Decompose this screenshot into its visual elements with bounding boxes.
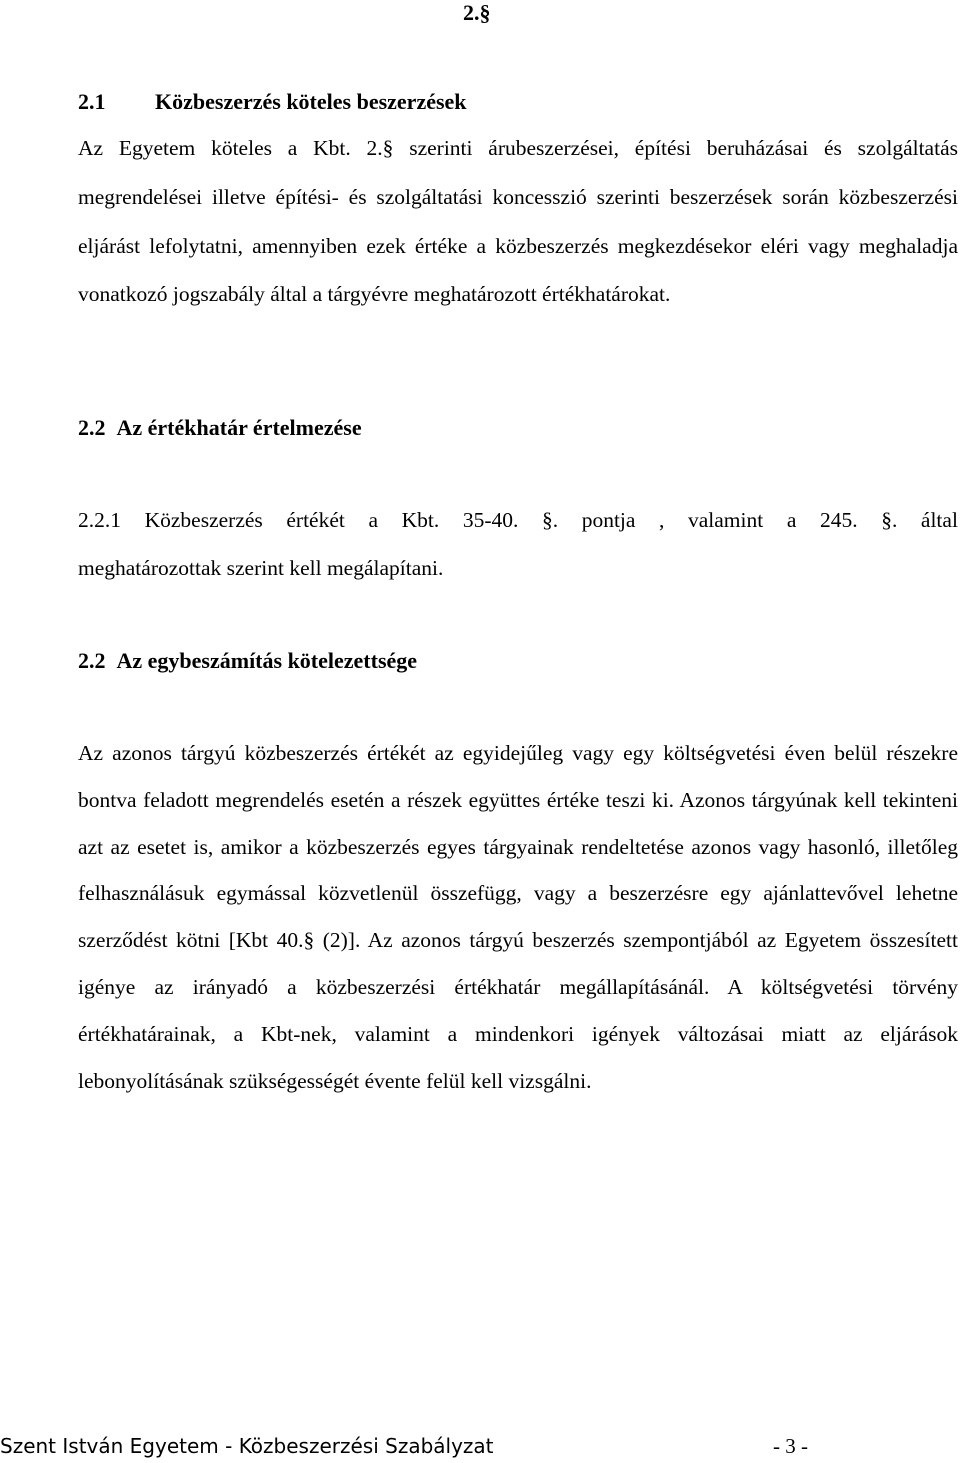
chapter-marker: 2.§: [463, 0, 491, 25]
footer-title: Szent István Egyetem - Közbeszerzési Szabályzat: [0, 1434, 494, 1458]
section-2-2b-paragraph: Az azonos tárgyú közbeszerzés értékét az egyidejűleg vagy egy költségvetési éven belül részekre bontva feladott megrendelés esetén a részek együttes értéke teszi ki. Azonos tárgyúnak kell tekinteni azt az esetet is, amikor a közbeszerzés egyes tárgyainak rendeltetése azonos vagy hasonló, illetőleg felhasználásuk egymással közvetlenül összefügg, vagy a beszerzésre egy ajánlattevővel lehetne szerződést kötni [Kbt 40.§ (2)]. Az azonos tárgyú beszerzés szempontjából az Egyetem összesített igénye az irányadó a közbeszerzési értékhatár megállapításánál. A költségvetési törvény értékhatárainak, a Kbt-nek, valamint a mindenkori igények változásai miatt az eljárások lebonyolításának szükségességét évente felül kell vizsgálni.: [78, 741, 958, 1093]
word: Kbt.: [401, 508, 440, 532]
word: §.: [541, 508, 559, 532]
section-number: 2.2: [78, 415, 106, 440]
section-2-1-heading: [78, 89, 467, 115]
section-title: Az értékhatár értelmezése: [116, 415, 362, 440]
word: §.: [881, 508, 898, 532]
page-footer: [0, 1431, 808, 1461]
item-number: 2.2.1: [78, 508, 121, 532]
word: Közbeszerzés: [144, 508, 263, 532]
section-2-2-1-line: [78, 506, 958, 534]
word: a: [368, 508, 379, 532]
word: a: [786, 508, 797, 532]
section-2-2b-heading: [78, 648, 417, 674]
section-title: Az egybeszámítás kötelezettsége: [116, 648, 418, 673]
word: 245.: [819, 508, 858, 532]
section-number: 2.2: [78, 648, 106, 673]
section-2-2-1-continuation: meghatározottak szerint kell megálapítani.: [78, 556, 444, 580]
word: által: [920, 508, 958, 532]
section-number: 2.1: [78, 89, 106, 114]
word: valamint: [688, 508, 764, 532]
section-title: Közbeszerzés köteles beszerzések: [155, 89, 467, 114]
word: ,: [659, 508, 665, 532]
word: 35-40.: [462, 508, 519, 532]
section-2-1-paragraph: Az Egyetem köteles a Kbt. 2.§ szerinti árubeszerzései, építési beruházásai és szolgáltatás megrendelései illetve építési- és szolgáltatási koncesszió szerinti beszerzések során közbeszerzési eljárást lefolytatni, amennyiben ezek értéke a közbeszerzés megkezdésekor eléri vagy meghaladja vonatkozó jogszabály által a tárgyévre meghatározott értékhatárokat.: [78, 136, 958, 307]
word: pontja: [581, 508, 636, 532]
page-number: - 3 -: [773, 1434, 808, 1458]
section-2-2-heading: [78, 415, 362, 441]
word: értékét: [286, 508, 345, 532]
